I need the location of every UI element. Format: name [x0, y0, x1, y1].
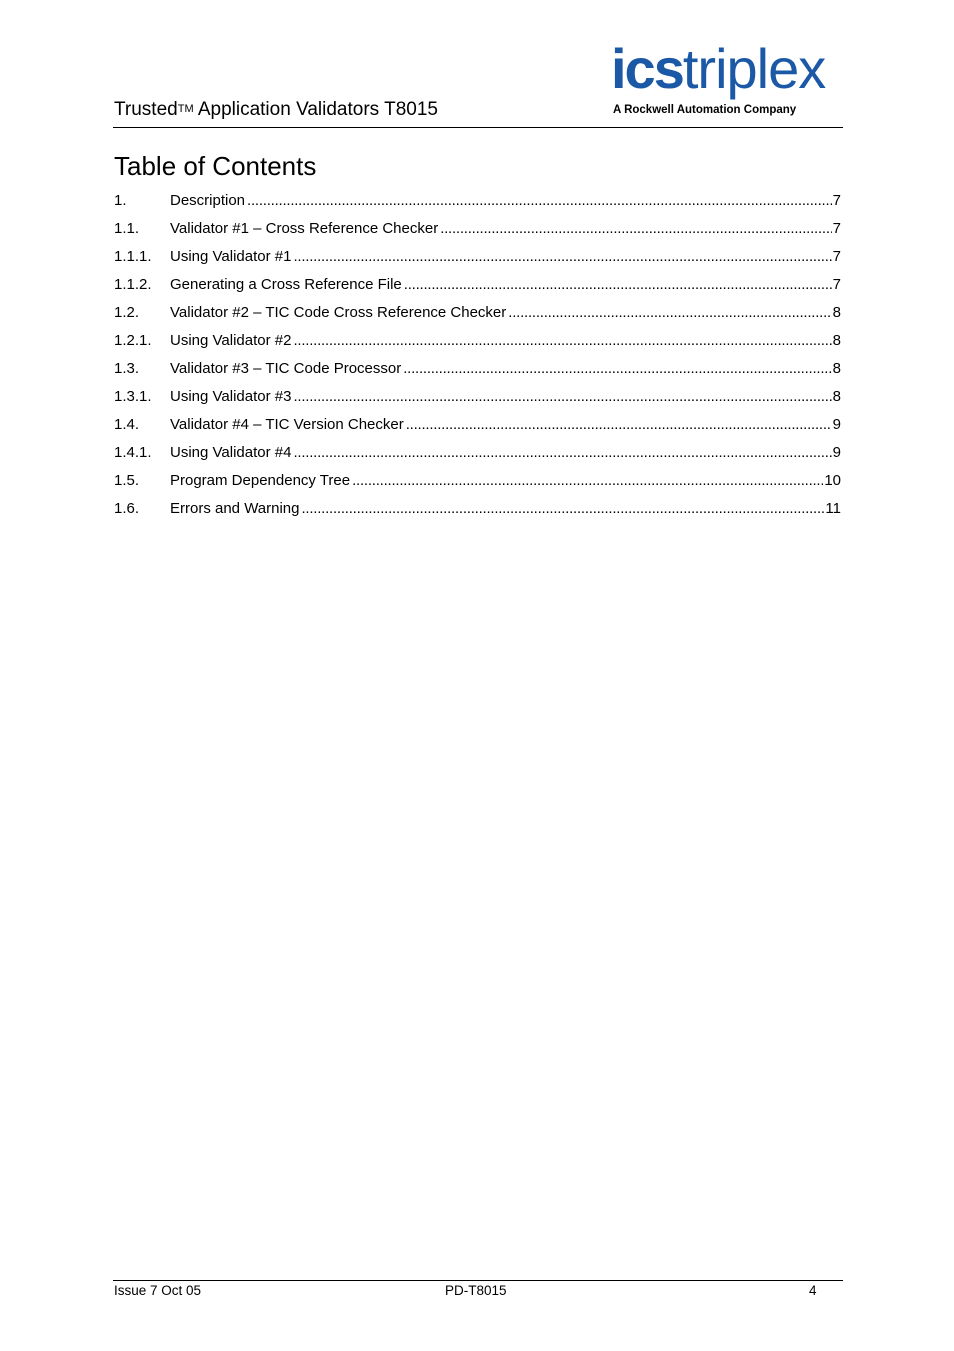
- toc-entry-title: Generating a Cross Reference File: [170, 276, 402, 293]
- toc-entry-title: Description: [170, 192, 246, 209]
- logo-tagline: [613, 103, 796, 117]
- toc-entry-title: Program Dependency Tree: [170, 472, 351, 489]
- toc-entry-title: Validator #4 – TIC Version Checker: [170, 416, 404, 433]
- toc-dot-leader: [406, 414, 832, 436]
- toc-entry[interactable]: [114, 414, 841, 442]
- toc-entry-page: 8: [832, 360, 841, 377]
- footer-doc-id: PD-T8015: [445, 1283, 507, 1298]
- toc-entry[interactable]: [114, 190, 841, 218]
- toc-entry-page: 7: [832, 248, 841, 265]
- toc-heading: Table of Contents: [114, 151, 317, 181]
- toc-entry-number: 1.: [114, 192, 127, 209]
- toc-entry-number: 1.3.1.: [114, 388, 152, 405]
- toc-dot-leader: [293, 386, 831, 408]
- toc-entry-page: 9: [832, 444, 841, 461]
- toc-entry-page: 10: [824, 472, 841, 489]
- toc-entry-title: Using Validator #2: [170, 332, 292, 349]
- toc-entry-title: Validator #2 – TIC Code Cross Reference Checker: [170, 304, 507, 321]
- toc-entry-page: 9: [832, 416, 841, 433]
- toc-dot-leader: [293, 442, 831, 464]
- logo-wordmark-triplex: triplex: [682, 37, 826, 100]
- toc-entry[interactable]: [114, 442, 841, 470]
- toc-dot-leader: [508, 302, 831, 324]
- toc-entry-page: 8: [832, 388, 841, 405]
- toc-entry-page: 7: [832, 192, 841, 209]
- toc-dot-leader: [404, 274, 832, 296]
- toc-entry[interactable]: [114, 330, 841, 358]
- toc-entry-page: 8: [832, 332, 841, 349]
- toc-entry-number: 1.1.2.: [114, 276, 152, 293]
- toc-entry-number: 1.2.1.: [114, 332, 152, 349]
- logo-wordmark-ics: ics: [611, 37, 683, 100]
- toc-entry-title: Errors and Warning: [170, 500, 300, 517]
- toc-dot-leader: [352, 470, 823, 492]
- footer-divider: [113, 1280, 843, 1281]
- toc-entry-title: Using Validator #3: [170, 388, 292, 405]
- toc-entry-number: 1.3.: [114, 360, 140, 377]
- toc-entry-number: 1.4.: [114, 416, 140, 433]
- toc-entry-number: 1.5.: [114, 472, 140, 489]
- toc-entry-title: Using Validator #4: [170, 444, 292, 461]
- toc-entry-page: 11: [825, 500, 841, 517]
- toc-entry[interactable]: [114, 358, 841, 386]
- toc-entry-number: 1.1.1.: [114, 248, 152, 265]
- ics-triplex-logo: [611, 37, 843, 120]
- toc-entry-number: 1.2.: [114, 304, 140, 321]
- header-divider: [113, 127, 843, 128]
- toc-entry-page: 7: [832, 220, 841, 237]
- toc-entry-page: 8: [832, 304, 841, 321]
- toc-entry[interactable]: [114, 498, 841, 526]
- logo-wordmark: [611, 37, 826, 100]
- footer-page-number: 4: [809, 1283, 817, 1298]
- toc-dot-leader: [247, 190, 832, 212]
- footer-issue: Issue 7 Oct 05: [114, 1283, 202, 1298]
- toc-dot-leader: [293, 246, 831, 268]
- toc-entry[interactable]: [114, 218, 841, 246]
- logo-tagline-prefix: A Rockwell Automation: [613, 104, 741, 116]
- toc-entry-number: 1.1.: [114, 220, 140, 237]
- header-title-prefix: Trusted: [114, 99, 178, 120]
- toc-dot-leader: [293, 330, 831, 352]
- toc-entry-number: 1.6.: [114, 500, 140, 517]
- toc-dot-leader: [440, 218, 831, 240]
- toc-entry[interactable]: [114, 386, 841, 414]
- toc-entry[interactable]: [114, 274, 841, 302]
- trademark-superscript: TM: [177, 103, 194, 115]
- toc-entry-title: Validator #3 – TIC Code Processor: [170, 360, 402, 377]
- toc-entry[interactable]: [114, 246, 841, 274]
- header-title-suffix: Application Validators T8015: [193, 99, 438, 120]
- toc-entry-title: Using Validator #1: [170, 248, 292, 265]
- toc-list: [114, 190, 841, 526]
- toc-entry-title: Validator #1 – Cross Reference Checker: [170, 220, 439, 237]
- toc-entry-number: 1.4.1.: [114, 444, 152, 461]
- logo-tagline-suffix: Company: [743, 104, 797, 116]
- toc-entry[interactable]: [114, 470, 841, 498]
- toc-dot-leader: [302, 498, 825, 520]
- toc-entry-page: 7: [832, 276, 841, 293]
- toc-entry[interactable]: [114, 302, 841, 330]
- toc-dot-leader: [403, 358, 831, 380]
- document-header-title: [114, 98, 438, 124]
